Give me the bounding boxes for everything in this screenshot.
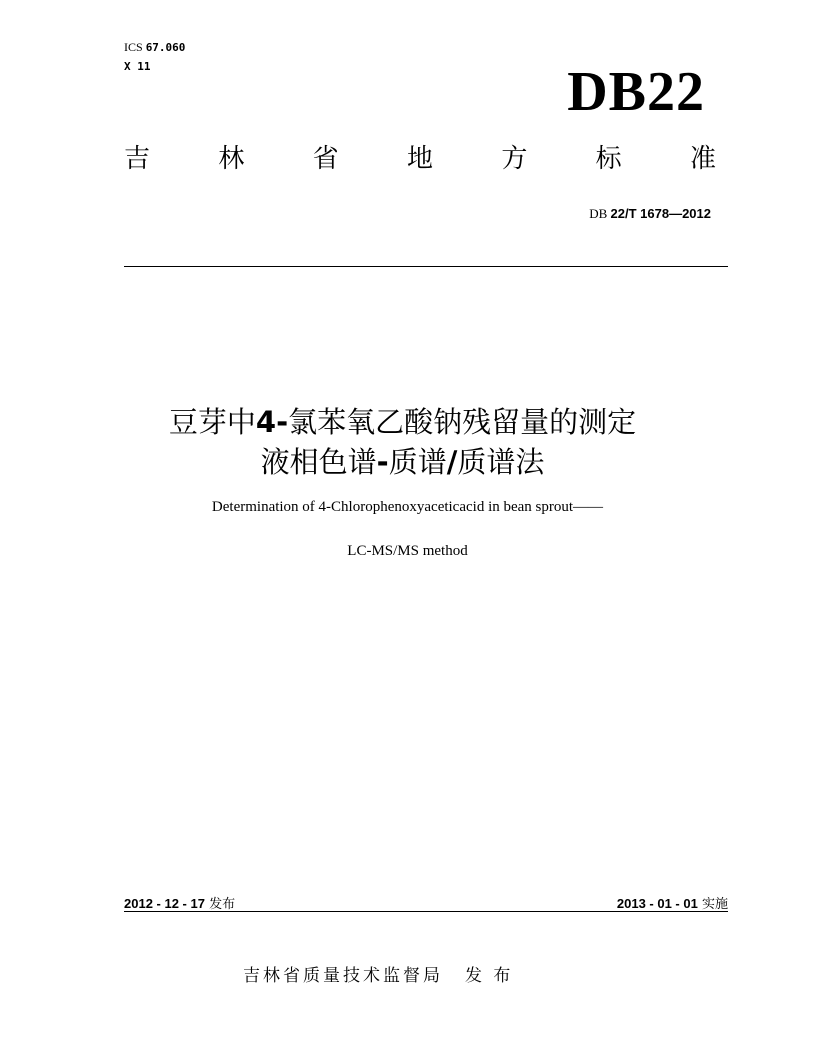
standard-number-value: 22/T 1678—2012 (610, 206, 711, 221)
title-cn-line1 (0, 404, 810, 440)
title-en-line2: LC-MS/MS method (347, 543, 468, 559)
ics-label: ICS (124, 40, 143, 54)
classification-code: X 11 (124, 60, 151, 73)
title-cn-part: 氯苯氧乙酸钠残留量的测定 (288, 405, 637, 439)
title-cn-part: 质谱法 (457, 445, 545, 479)
title-cn-bold: 4- (255, 405, 289, 439)
title-cn-line2 (0, 444, 810, 480)
standard-type-char: 林 (218, 144, 245, 174)
publisher-action: 发 布 (465, 966, 514, 986)
publisher-line (243, 961, 513, 986)
standard-type-char: 地 (406, 144, 433, 174)
standard-type-char: 准 (689, 144, 716, 174)
ics-code (124, 40, 185, 55)
title-cn-bold: - (376, 445, 389, 479)
standard-type-title (124, 146, 716, 172)
title-en-line1: Determination of 4-Chlorophenoxyaceticacid in bean sprout—— (211, 499, 604, 515)
standard-type-char: 标 (595, 144, 622, 174)
standard-prefix: DB (589, 206, 608, 221)
effective-date-label: 实施 (701, 897, 728, 912)
header-divider (124, 266, 728, 267)
publisher-name: 吉林省质量技术监督局 (243, 966, 443, 986)
standard-type-char: 吉 (124, 144, 151, 174)
title-cn-part: 豆芽中 (168, 405, 256, 439)
issue-date-value: 2012 - 12 - 17 (124, 896, 205, 911)
standard-code-badge: DB22 (567, 61, 705, 123)
issue-date-label: 发布 (209, 897, 236, 912)
title-cn-bold: / (446, 445, 458, 479)
ics-number: 67.060 (145, 41, 186, 54)
standard-number (589, 206, 711, 222)
title-cn-part: 质谱 (388, 445, 447, 479)
standard-type-char: 方 (501, 144, 528, 174)
issue-date (124, 893, 235, 912)
effective-date (617, 893, 728, 912)
title-cn-part: 液相色谱 (260, 445, 377, 479)
effective-date-value: 2013 - 01 - 01 (616, 896, 698, 911)
dates-divider (124, 911, 728, 912)
standard-type-char: 省 (312, 144, 339, 174)
